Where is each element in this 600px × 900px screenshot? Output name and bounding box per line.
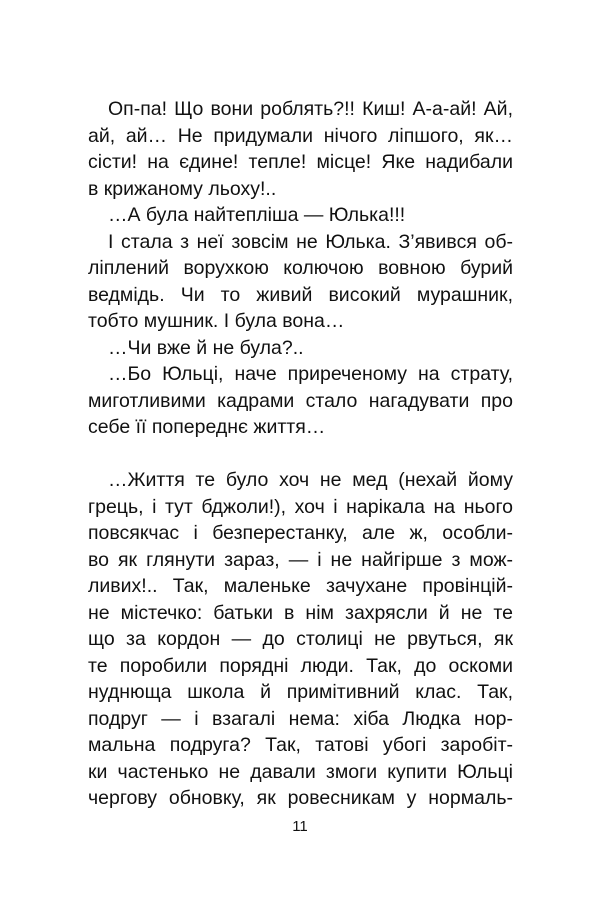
text-line: ай, ай… Не придумали нічого ліпшого, як… — [88, 124, 513, 147]
text-line: чергову обновку, як ровесникам у нормаль- — [88, 787, 513, 809]
text-line: миготливими кадрами стало нагадувати про — [88, 389, 513, 412]
text-line: тобто мушник. І була вона… — [88, 310, 345, 332]
page-number: 11 — [292, 818, 308, 835]
text-line: повсякчас і безперестанку, але ж, особли- — [88, 522, 513, 544]
text-line: грець, і тут бджоли!), хоч і нарікала на нього — [88, 495, 513, 518]
text-line: Оп-па! Що вони роблять?!! Киш! А-а-ай! Ай, — [108, 98, 513, 120]
text-line: ліплений ворухкою колючою вовною бурий — [88, 257, 513, 279]
text-line: те поробили порядні люди. Так, до оскоми — [88, 654, 513, 677]
text-line: мальна подруга? Так, татові убогі заробіт- — [88, 734, 513, 756]
text-line: во як глянути зараз, — і не найгірше з мож- — [88, 548, 513, 571]
text-line: …Бо Юльці, наче приреченому на страту, — [108, 363, 513, 385]
text-line: подруг — і взагалі нема: хіба Людка нор- — [88, 707, 513, 730]
text-line: ведмідь. Чи то живий високий мурашник, — [88, 283, 513, 306]
text-line: сісти! на єдине! тепле! місце! Яке надибали — [88, 151, 513, 173]
text-line: що за кордон — до столиці не рвуться, як — [88, 628, 513, 650]
body-text — [88, 96, 513, 812]
text-line: ливих!.. Так, маленьке зачухане провінцій- — [88, 575, 513, 597]
text-line: ки частенько не давали змоги купити Юльці — [88, 760, 513, 783]
text-line: І стала з неї зовсім не Юлька. З’явився об- — [108, 230, 513, 253]
section-break — [88, 441, 513, 468]
text-line: себе її попереднє життя… — [88, 416, 326, 438]
text-line: …Життя те було хоч не мед (нехай йому — [108, 469, 513, 491]
text-line: …Чи вже й не була?.. — [108, 336, 304, 359]
text-line: …А була найтепліша — Юлька!!! — [108, 204, 406, 226]
text-line: нуднюща школа й примітивний клас. Так, — [88, 681, 513, 703]
text-line: не містечко: батьки в нім захрясли й не те — [88, 601, 513, 624]
text-line: в крижаному льоху!.. — [88, 177, 277, 200]
